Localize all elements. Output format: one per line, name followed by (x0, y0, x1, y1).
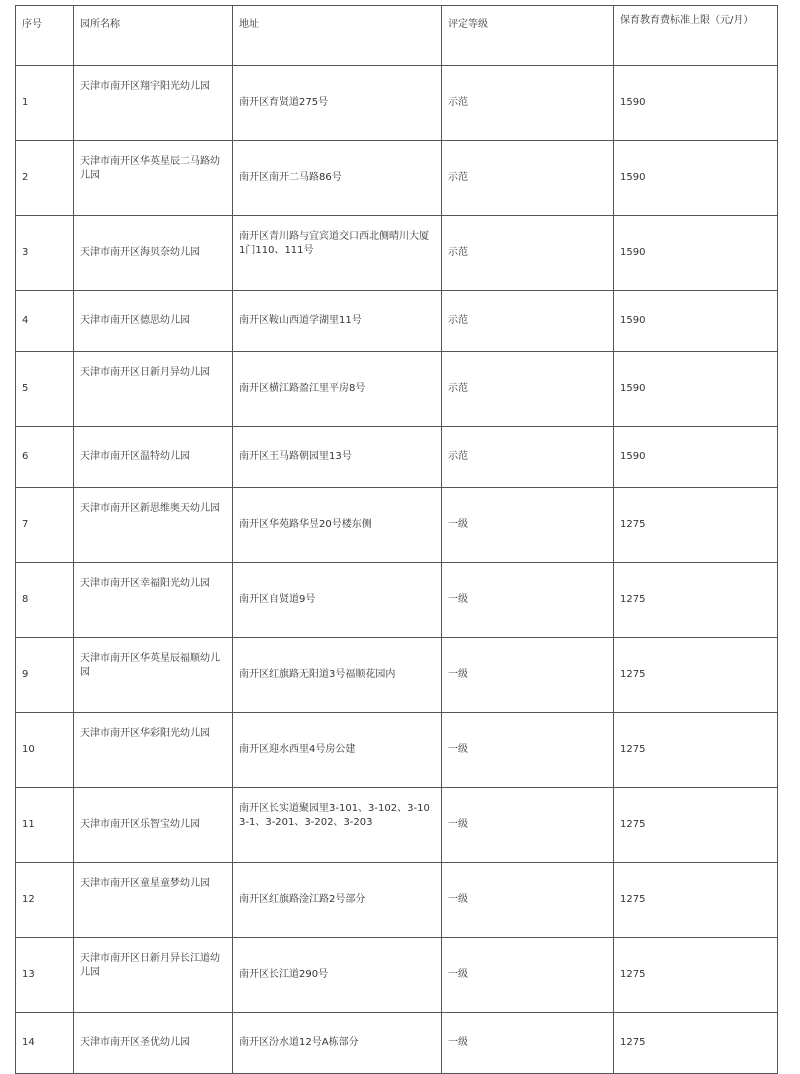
cell-fee: 1590 (614, 352, 778, 427)
cell-index: 4 (16, 291, 74, 352)
cell-name: 天津市南开区童星童梦幼儿园 (74, 863, 233, 938)
cell-index: 7 (16, 488, 74, 563)
cell-address: 南开区鞍山西道学湖里11号 (233, 291, 442, 352)
cell-index: 12 (16, 863, 74, 938)
table-row (16, 427, 778, 488)
cell-address: 南开区王马路朝园里13号 (233, 427, 442, 488)
cell-grade: 示范 (442, 66, 614, 141)
header-index: 序号 (16, 6, 74, 66)
cell-grade: 示范 (442, 352, 614, 427)
table-row (16, 1013, 778, 1074)
cell-fee: 1275 (614, 563, 778, 638)
cell-fee: 1275 (614, 788, 778, 863)
table-row (16, 713, 778, 788)
cell-name: 天津市南开区乐智宝幼儿园 (74, 788, 233, 863)
cell-name: 天津市南开区新思维奥天幼儿园 (74, 488, 233, 563)
cell-address: 南开区迎水西里4号房公建 (233, 713, 442, 788)
cell-index: 1 (16, 66, 74, 141)
cell-grade: 一级 (442, 1013, 614, 1074)
cell-address: 南开区红旗路无阳道3号福顺花园内 (233, 638, 442, 713)
table-row (16, 66, 778, 141)
cell-index: 13 (16, 938, 74, 1013)
cell-name: 天津市南开区华英星辰福顺幼儿园 (74, 638, 233, 713)
cell-fee: 1275 (614, 1013, 778, 1074)
table-row (16, 291, 778, 352)
cell-name: 天津市南开区华彩阳光幼儿园 (74, 713, 233, 788)
cell-index: 6 (16, 427, 74, 488)
cell-fee: 1275 (614, 488, 778, 563)
table-header-row (16, 6, 778, 66)
table-row (16, 488, 778, 563)
cell-grade: 一级 (442, 638, 614, 713)
cell-name: 天津市南开区幸福阳光幼儿园 (74, 563, 233, 638)
header-fee: 保育教育费标准上限（元/月） (614, 6, 778, 66)
cell-address: 南开区南开二马路86号 (233, 141, 442, 216)
cell-grade: 示范 (442, 427, 614, 488)
table-row (16, 788, 778, 863)
cell-name: 天津市南开区海贝奈幼儿园 (74, 216, 233, 291)
table-row (16, 141, 778, 216)
cell-name: 天津市南开区日新月异长江道幼儿园 (74, 938, 233, 1013)
cell-fee: 1275 (614, 863, 778, 938)
table-row (16, 938, 778, 1013)
cell-address: 南开区育贤道275号 (233, 66, 442, 141)
cell-address: 南开区红旗路淦江路2号部分 (233, 863, 442, 938)
cell-name: 天津市南开区日新月异幼儿园 (74, 352, 233, 427)
cell-grade: 示范 (442, 141, 614, 216)
cell-grade: 一级 (442, 863, 614, 938)
cell-fee: 1275 (614, 713, 778, 788)
cell-fee: 1590 (614, 66, 778, 141)
cell-name: 天津市南开区温特幼儿园 (74, 427, 233, 488)
cell-index: 5 (16, 352, 74, 427)
cell-address: 南开区长江道290号 (233, 938, 442, 1013)
cell-address: 南开区华苑路华昱20号楼东侧 (233, 488, 442, 563)
cell-index: 8 (16, 563, 74, 638)
cell-index: 9 (16, 638, 74, 713)
cell-grade: 示范 (442, 291, 614, 352)
cell-fee: 1590 (614, 141, 778, 216)
kindergarten-fee-table (15, 5, 778, 1074)
header-name: 园所名称 (74, 6, 233, 66)
cell-grade: 一级 (442, 938, 614, 1013)
cell-fee: 1590 (614, 427, 778, 488)
table-row (16, 863, 778, 938)
cell-address: 南开区长实道聚园里3-101、3-102、3-103-1、3-201、3-202、3-203 (233, 788, 442, 863)
table-row (16, 352, 778, 427)
header-grade: 评定等级 (442, 6, 614, 66)
cell-fee: 1275 (614, 938, 778, 1013)
table-row (16, 563, 778, 638)
cell-grade: 一级 (442, 563, 614, 638)
cell-index: 3 (16, 216, 74, 291)
cell-name: 天津市南开区德思幼儿园 (74, 291, 233, 352)
cell-index: 14 (16, 1013, 74, 1074)
cell-name: 天津市南开区圣优幼儿园 (74, 1013, 233, 1074)
cell-index: 2 (16, 141, 74, 216)
cell-index: 11 (16, 788, 74, 863)
cell-grade: 一级 (442, 488, 614, 563)
table-row (16, 216, 778, 291)
cell-grade: 示范 (442, 216, 614, 291)
cell-index: 10 (16, 713, 74, 788)
cell-fee: 1590 (614, 216, 778, 291)
cell-name: 天津市南开区华英星辰二马路幼儿园 (74, 141, 233, 216)
cell-address: 南开区自贤道9号 (233, 563, 442, 638)
cell-address: 南开区汾水道12号A栋部分 (233, 1013, 442, 1074)
header-address: 地址 (233, 6, 442, 66)
cell-fee: 1275 (614, 638, 778, 713)
cell-address: 南开区青川路与宜宾道交口西北侧晴川大厦1门110、111号 (233, 216, 442, 291)
table-row (16, 638, 778, 713)
cell-name: 天津市南开区翔宇阳光幼儿园 (74, 66, 233, 141)
cell-fee: 1590 (614, 291, 778, 352)
cell-grade: 一级 (442, 713, 614, 788)
cell-address: 南开区横江路盈江里平房8号 (233, 352, 442, 427)
cell-grade: 一级 (442, 788, 614, 863)
